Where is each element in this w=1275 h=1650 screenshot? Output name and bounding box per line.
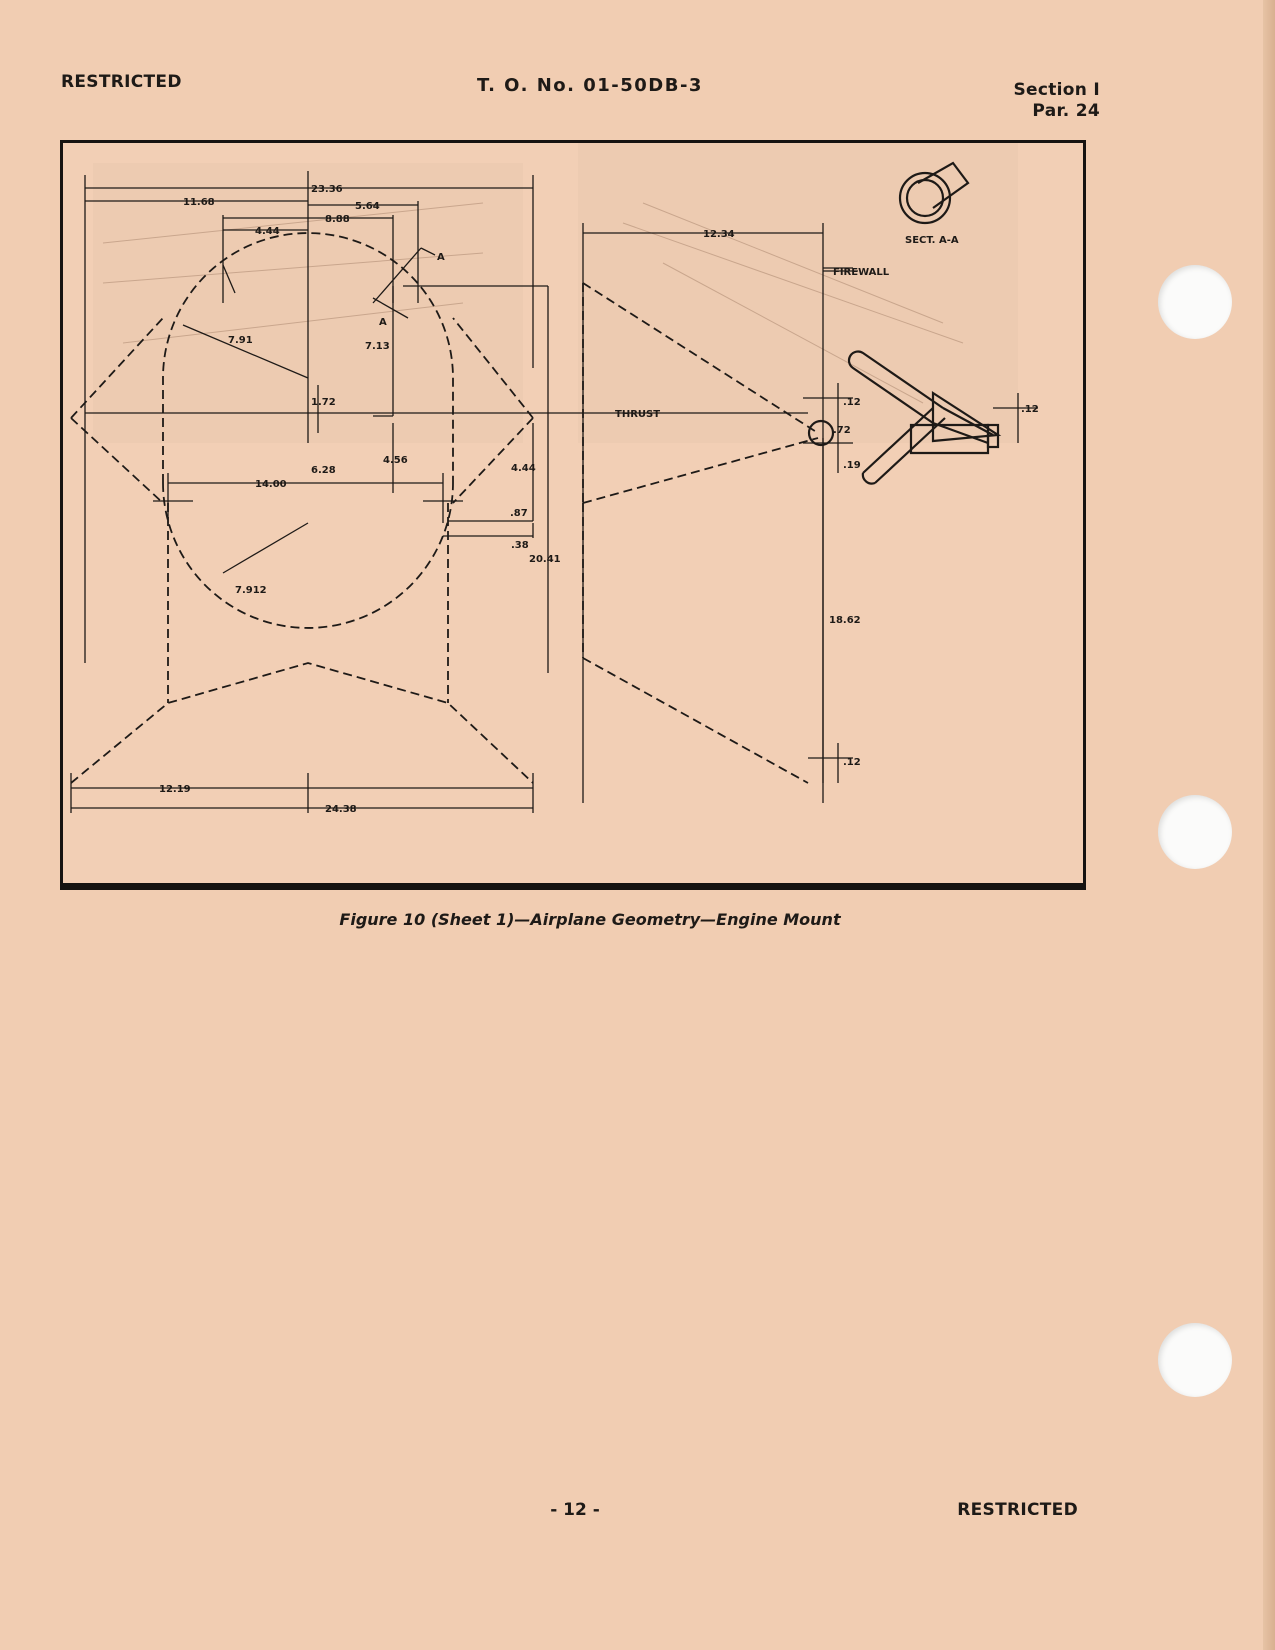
figure-caption: Figure 10 (Sheet 1)—Airplane Geometry—Engine Mount	[339, 910, 841, 929]
dim-7-13: 7.13	[365, 341, 390, 352]
dim-0-12-top: .12	[843, 397, 861, 408]
dim-4-56: 4.56	[383, 455, 408, 466]
binder-hole	[1158, 265, 1232, 339]
dim-20-41: 20.41	[529, 554, 561, 565]
dim-0-38: .38	[511, 540, 529, 551]
binder-hole	[1158, 1323, 1232, 1397]
dim-24-38: 24.38	[325, 804, 357, 815]
dim-4-44: 4.44	[255, 226, 280, 237]
engine-mount-figure	[60, 140, 1086, 890]
section-marker-a-bottom: A	[379, 317, 387, 328]
dim-23-36: 23.36	[311, 184, 343, 195]
binder-hole	[1158, 795, 1232, 869]
dim-5-64: 5.64	[355, 201, 380, 212]
dim-12-19: 12.19	[159, 784, 191, 795]
dim-7-912: 7.912	[235, 585, 267, 596]
dim-0-87: .87	[510, 508, 528, 519]
dim-11-68: 11.68	[183, 197, 215, 208]
footer-classification: RESTRICTED	[957, 1500, 1078, 1520]
dim-0-12-detail: .12	[1021, 404, 1039, 415]
dim-0-12-bottom: .12	[843, 757, 861, 768]
engine-mount-drawing	[63, 143, 1083, 883]
dim-18-62: 18.62	[829, 615, 861, 626]
firewall-label: FIREWALL	[833, 267, 890, 278]
header-section-label: Section I	[1013, 80, 1100, 100]
dim-1-72: 1.72	[311, 397, 336, 408]
dim-6-28: 6.28	[311, 465, 336, 476]
dim-7-91: 7.91	[228, 335, 253, 346]
page-edge	[1263, 0, 1275, 1650]
dim-0-72: .72	[833, 425, 851, 436]
header-document-number: T. O. No. 01-50DB-3	[477, 75, 703, 96]
page-number: - 12 -	[550, 1500, 600, 1520]
dim-12-34: 12.34	[703, 229, 735, 240]
header-classification: RESTRICTED	[61, 72, 182, 92]
thrust-label: THRUST	[615, 409, 661, 420]
dim-8-88: 8.88	[325, 214, 350, 225]
dim-0-19: .19	[843, 460, 861, 471]
header-section	[1013, 80, 1100, 122]
section-marker-a-top: A	[437, 252, 445, 263]
dim-4-44-right: 4.44	[511, 463, 536, 474]
header-paragraph-label: Par. 24	[1032, 101, 1100, 121]
dim-14-00: 14.00	[255, 479, 287, 490]
section-view-label: SECT. A-A	[905, 235, 959, 246]
